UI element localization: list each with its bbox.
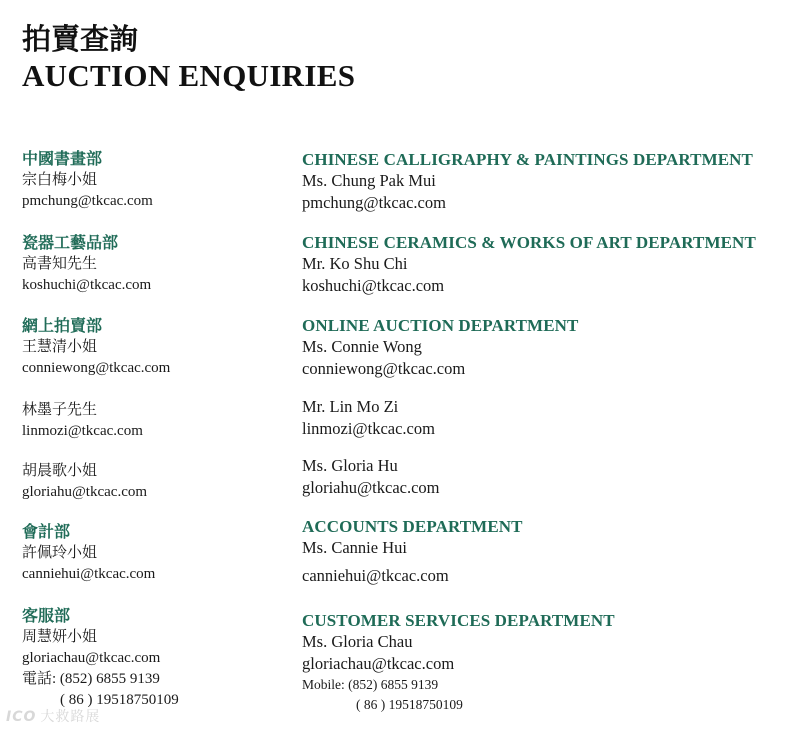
dept-heading: 客服部 (22, 608, 71, 625)
contact-email[interactable]: linmozi@tkcac.com (302, 419, 435, 438)
dept-online-zh (22, 317, 170, 379)
contact-phone: 電話: (852) 6855 9139 (22, 671, 160, 687)
dept-ceramics-en (302, 233, 756, 297)
dept-heading: CHINESE CALLIGRAPHY & PAINTINGS DEPARTMENT (302, 150, 753, 169)
dept-customer-zh (22, 607, 179, 711)
watermark (6, 706, 100, 726)
dept-calligraphy-zh (22, 150, 153, 212)
dept-heading: ONLINE AUCTION DEPARTMENT (302, 316, 579, 335)
contact-name: Ms. Chung Pak Mui (302, 171, 436, 190)
contact-email[interactable]: gloriachau@tkcac.com (302, 654, 455, 673)
watermark-logo: ICO (6, 709, 37, 725)
dept-accounts-zh (22, 523, 155, 585)
dept-calligraphy-en (302, 150, 753, 214)
contact-name: 胡晨歌小姐 (22, 463, 98, 479)
contact-name: Mr. Lin Mo Zi (302, 397, 399, 416)
contact-email[interactable]: gloriahu@tkcac.com (22, 484, 148, 500)
contact-name: Ms. Gloria Chau (302, 632, 413, 651)
contact-email[interactable]: conniewong@tkcac.com (302, 359, 466, 378)
dept-ceramics-zh (22, 234, 151, 296)
dept-heading: CHINESE CERAMICS & WORKS OF ART DEPARTMENT (302, 233, 756, 252)
dept-accounts-en (302, 517, 523, 587)
dept-online-en (302, 316, 578, 380)
dept-heading: CUSTOMER SERVICES DEPARTMENT (302, 611, 615, 630)
contact-online-3-zh (22, 461, 147, 503)
contact-name: Mr. Ko Shu Chi (302, 254, 408, 273)
dept-customer-en (302, 611, 615, 715)
contact-name: 宗白梅小姐 (22, 172, 98, 188)
contact-email[interactable]: koshuchi@tkcac.com (22, 277, 152, 293)
contact-email[interactable]: koshuchi@tkcac.com (302, 276, 445, 295)
contact-name: Ms. Cannie Hui (302, 538, 407, 557)
contact-mobile: Mobile: (852) 6855 9139 (302, 677, 439, 692)
contact-email[interactable]: gloriachau@tkcac.com (22, 650, 161, 666)
contact-name: 許佩玲小姐 (22, 545, 98, 561)
dept-heading: 瓷器工藝品部 (22, 235, 119, 252)
contact-email[interactable]: pmchung@tkcac.com (22, 193, 153, 209)
contact-email[interactable]: canniehui@tkcac.com (302, 566, 449, 585)
page-title-chinese: 拍賣查詢 (22, 24, 139, 56)
dept-heading: 中國書畫部 (22, 151, 103, 168)
contact-name: 林墨子先生 (22, 402, 98, 418)
contact-name: 王慧清小姐 (22, 339, 98, 355)
contact-online-2-en (302, 396, 435, 440)
contact-email[interactable]: conniewong@tkcac.com (22, 360, 171, 376)
page-title-english: AUCTION ENQUIRIES (22, 58, 356, 93)
contact-email[interactable]: pmchung@tkcac.com (302, 193, 446, 212)
contact-name: 高書知先生 (22, 256, 98, 272)
contact-mobile-2: ( 86 ) 19518750109 (356, 697, 463, 712)
watermark-text: 大救路展 (40, 709, 101, 725)
dept-heading: 會計部 (22, 524, 71, 541)
contact-online-2-zh (22, 400, 143, 442)
contact-name: Ms. Gloria Hu (302, 456, 398, 475)
contact-email[interactable]: gloriahu@tkcac.com (302, 478, 440, 497)
contact-email[interactable]: canniehui@tkcac.com (22, 566, 156, 582)
contact-online-3-en (302, 455, 440, 499)
dept-heading: 網上拍賣部 (22, 318, 103, 335)
contact-phone-2: ( 86 ) 19518750109 (60, 692, 179, 708)
dept-heading: ACCOUNTS DEPARTMENT (302, 517, 523, 536)
contact-email[interactable]: linmozi@tkcac.com (22, 423, 143, 439)
contact-name: 周慧妍小姐 (22, 629, 98, 645)
contact-name: Ms. Connie Wong (302, 337, 422, 356)
